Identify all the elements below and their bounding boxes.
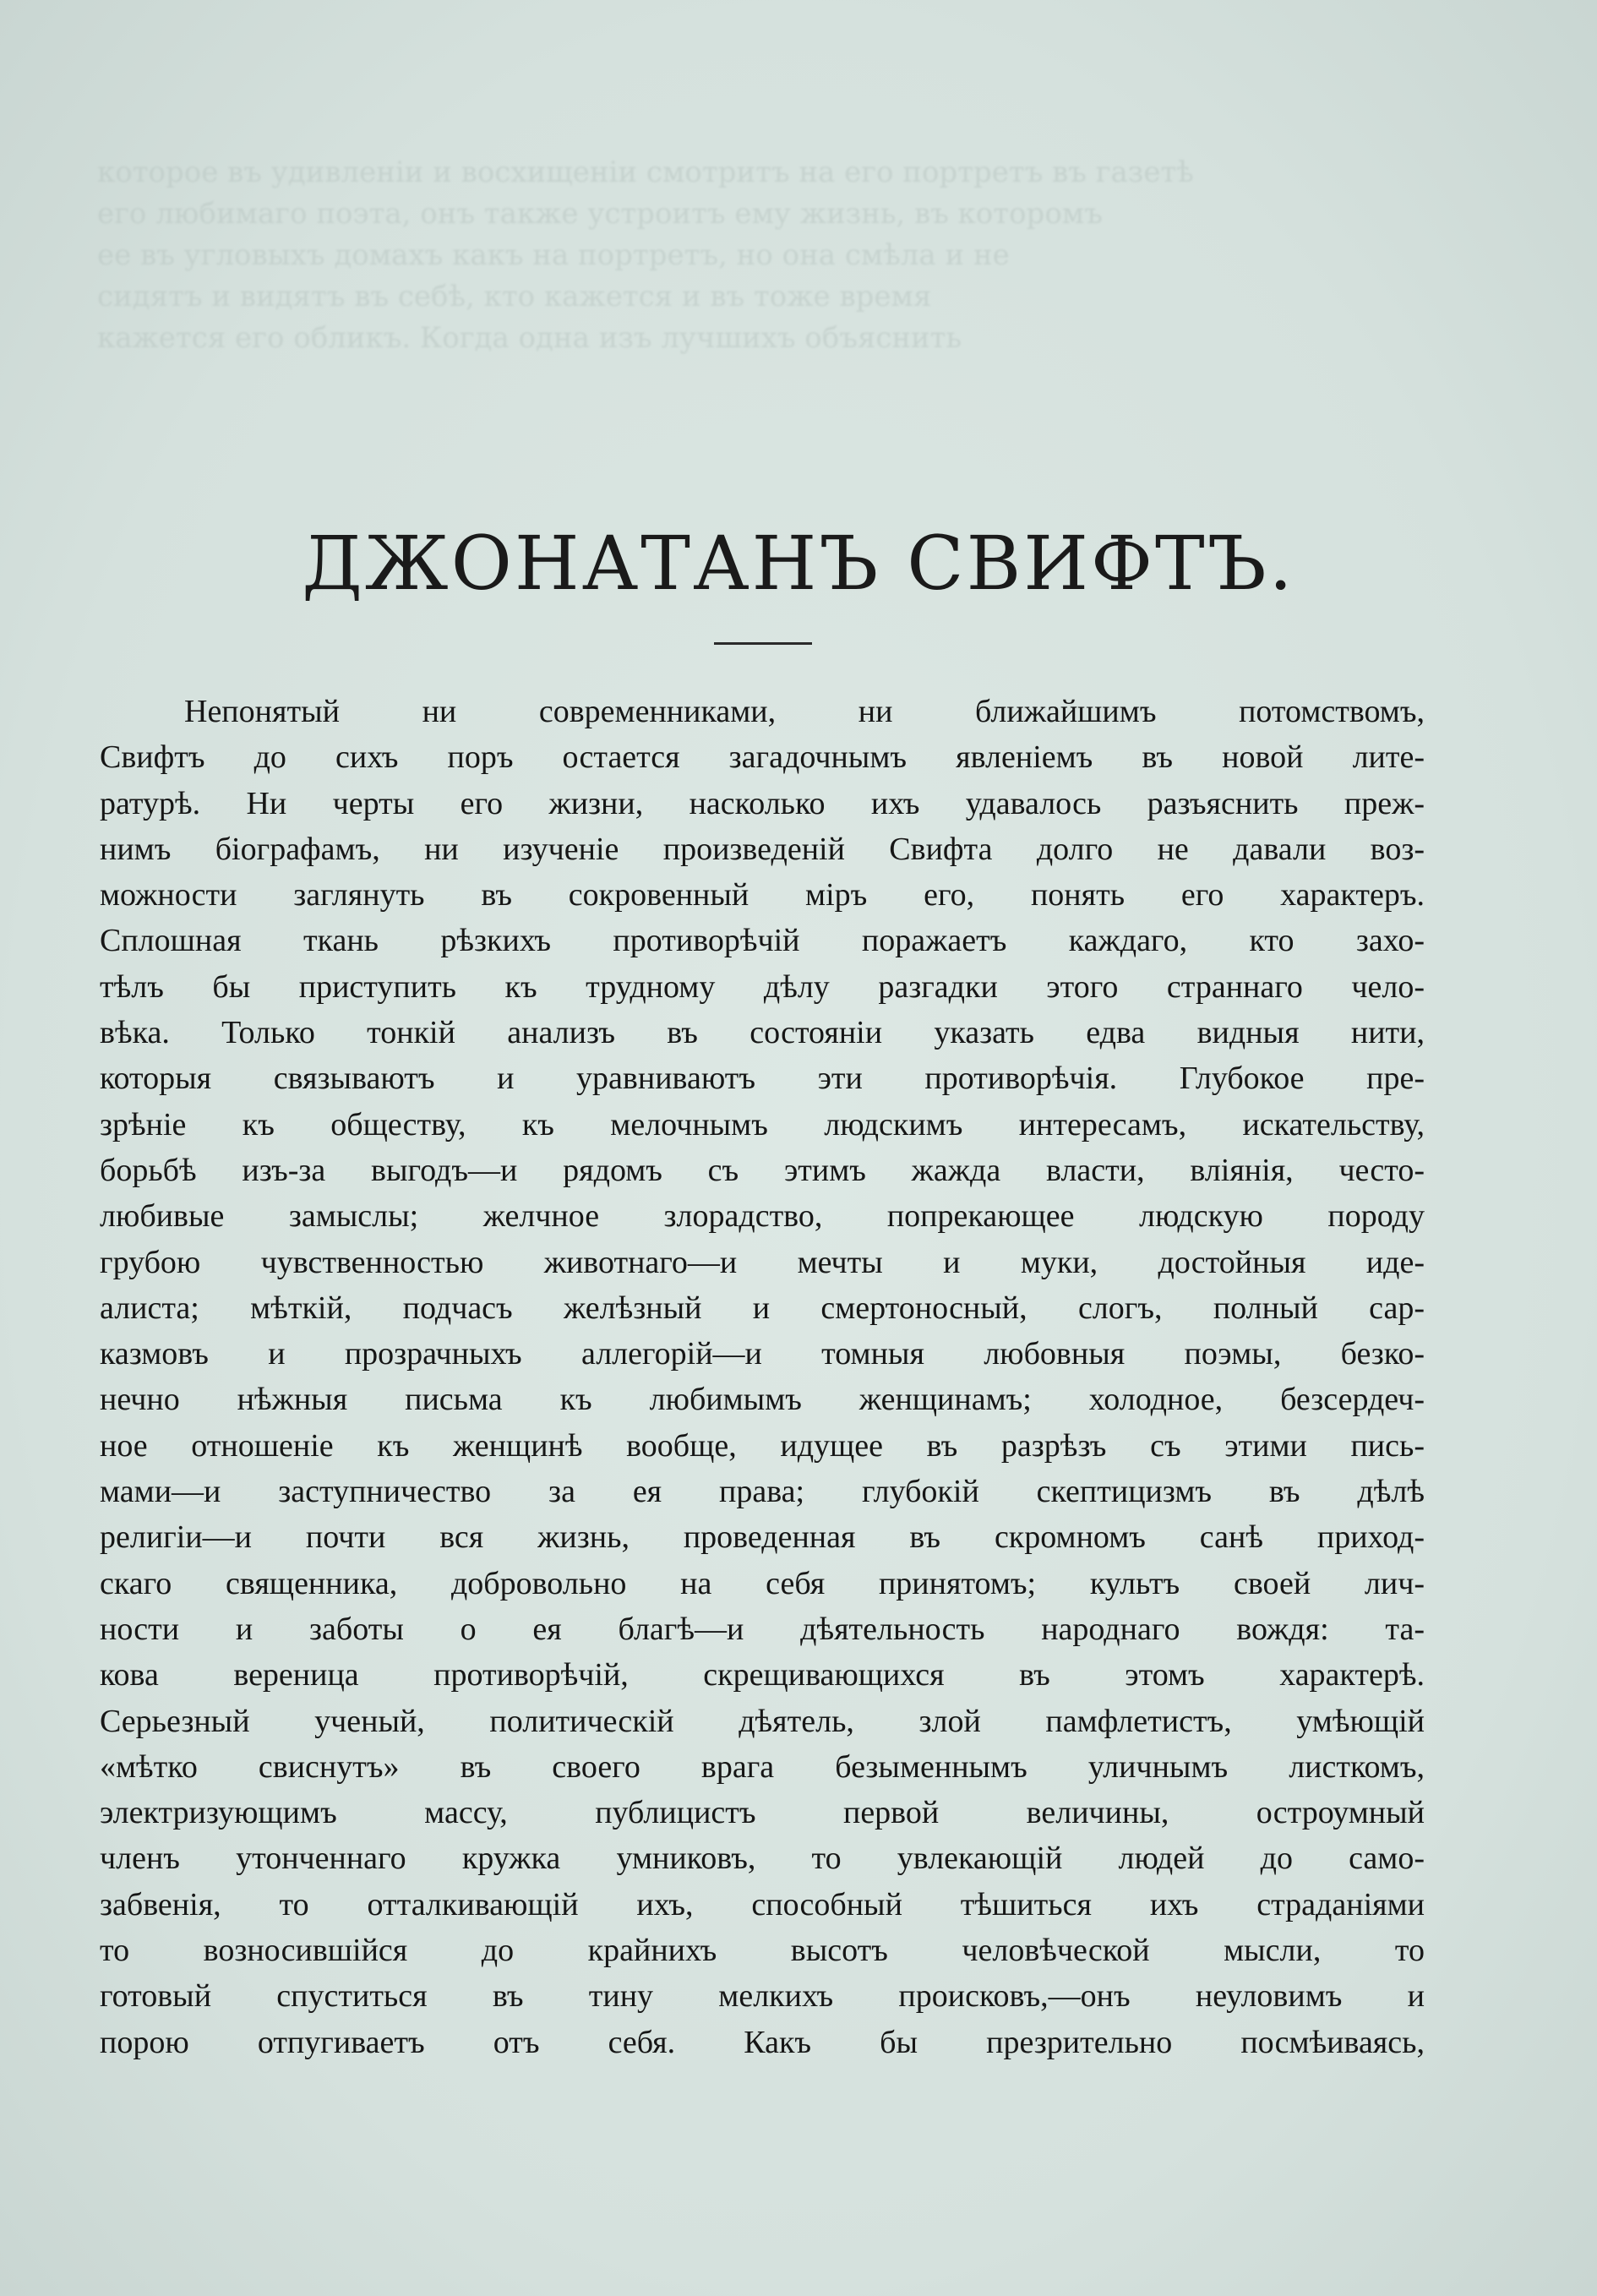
text-line: которыя связываютъ и уравниваютъ эти противорѣчія. Глубокое пре- — [100, 1061, 1425, 1097]
text-line: скаго священника, добровольно на себя принятомъ; культъ своей лич- — [100, 1565, 1425, 1601]
text-line: религіи—и почти вся жизнь, проведенная въ скромномъ санѣ приход- — [100, 1519, 1425, 1556]
page-title: ДЖОНАТАНЪ СВИФТЪ. — [302, 520, 1295, 607]
text-line: членъ утонченнаго кружка умниковъ, то увлекающій людей до само- — [100, 1841, 1425, 1877]
text-line: нимъ біографамъ, ни изученіе произведеній Свифта долго не давали воз- — [100, 831, 1425, 867]
title-divider — [714, 642, 812, 645]
text-line: борьбѣ изъ-за выгодъ—и рядомъ съ этимъ жажда власти, вліянія, често- — [100, 1152, 1425, 1188]
bleed-through-text: которое въ удивленіи и восхищеніи смотритъ на его портретъ въ газетѣ его любимаго поэта, онъ также устроитъ ему жизнь, въ которомъ ее въ угловыхъ домахъ какъ на портретъ, но она смѣла и не сидятъ и видятъ въ себѣ, кто кажется и въ тоже время кажется его обликъ. Когда одна изъ лучшихъ объяснить — [97, 155, 1194, 355]
text-line: алиста; мѣткій, подчасъ желѣзный и смертоносный, слогъ, полный сар- — [100, 1290, 1425, 1326]
text-line: порою отпугиваетъ отъ себя. Какъ бы презрительно посмѣиваясь, — [100, 2024, 1425, 2060]
text-line: готовый спуститься въ тину мелкихъ происковъ,—онъ неуловимъ и — [100, 1978, 1425, 2015]
text-line: забвенія, то отталкивающій ихъ, способный тѣшиться ихъ страданіями — [100, 1886, 1425, 1922]
text-line: вѣка. Только тонкій анализъ въ состояніи указать едва видныя нити, — [100, 1015, 1425, 1051]
text-line: можности заглянуть въ сокровенный міръ его, понять его характеръ. — [100, 877, 1425, 913]
text-line: Серьезный ученый, политическій дѣятель, злой памфлетистъ, умѣющій — [100, 1703, 1425, 1739]
text-line: грубою чувственностью животнаго—и мечты и муки, достойныя иде- — [100, 1244, 1425, 1280]
text-line: казмовъ и прозрачныхъ аллегорій—и томныя любовныя поэмы, безко- — [100, 1336, 1425, 1372]
text-line: ное отношеніе къ женщинѣ вообще, идущее въ разрѣзъ съ этими пись- — [100, 1427, 1425, 1464]
body-paragraph — [100, 689, 1425, 2065]
text-line: тѣлъ бы приступить къ трудному дѣлу разгадки этого страннаго чело- — [100, 968, 1425, 1005]
text-line: Свифтъ до сихъ поръ остается загадочнымъ явленіемъ въ новой лите- — [100, 739, 1425, 776]
text-line: Сплошная ткань рѣзкихъ противорѣчій поражаетъ каждаго, кто захо- — [100, 923, 1425, 959]
text-line: нечно нѣжныя письма къ любимымъ женщинамъ; холодное, безсердеч- — [100, 1382, 1425, 1418]
text-line: ратурѣ. Ни черты его жизни, насколько ихъ удавалось разъяснить преж- — [100, 785, 1425, 821]
text-line: Непонятый ни современниками, ни ближайшимъ потомствомъ, — [184, 694, 1425, 729]
text-line: кова вереница противорѣчій, скрещивающихся въ этомъ характерѣ. — [100, 1657, 1425, 1693]
text-line: то возносившійся до крайнихъ высотъ человѣческой мысли, то — [100, 1933, 1425, 1969]
text-line: любивые замыслы; желчное злорадство, попрекающее людскую породу — [100, 1198, 1425, 1235]
text-line: мами—и заступничество за ея права; глубокій скептицизмъ въ дѣлѣ — [100, 1474, 1425, 1510]
text-line: электризующимъ массу, публицистъ первой величины, остроумный — [100, 1795, 1425, 1831]
text-line: «мѣтко свиснутъ» въ своего врага безыменнымъ уличнымъ листкомъ, — [100, 1748, 1425, 1785]
text-line: зрѣніе къ обществу, къ мелочнымъ людскимъ интересамъ, искательству, — [100, 1106, 1425, 1143]
text-line: ности и заботы о ея благѣ—и дѣятельность народнаго вождя: та- — [100, 1611, 1425, 1647]
